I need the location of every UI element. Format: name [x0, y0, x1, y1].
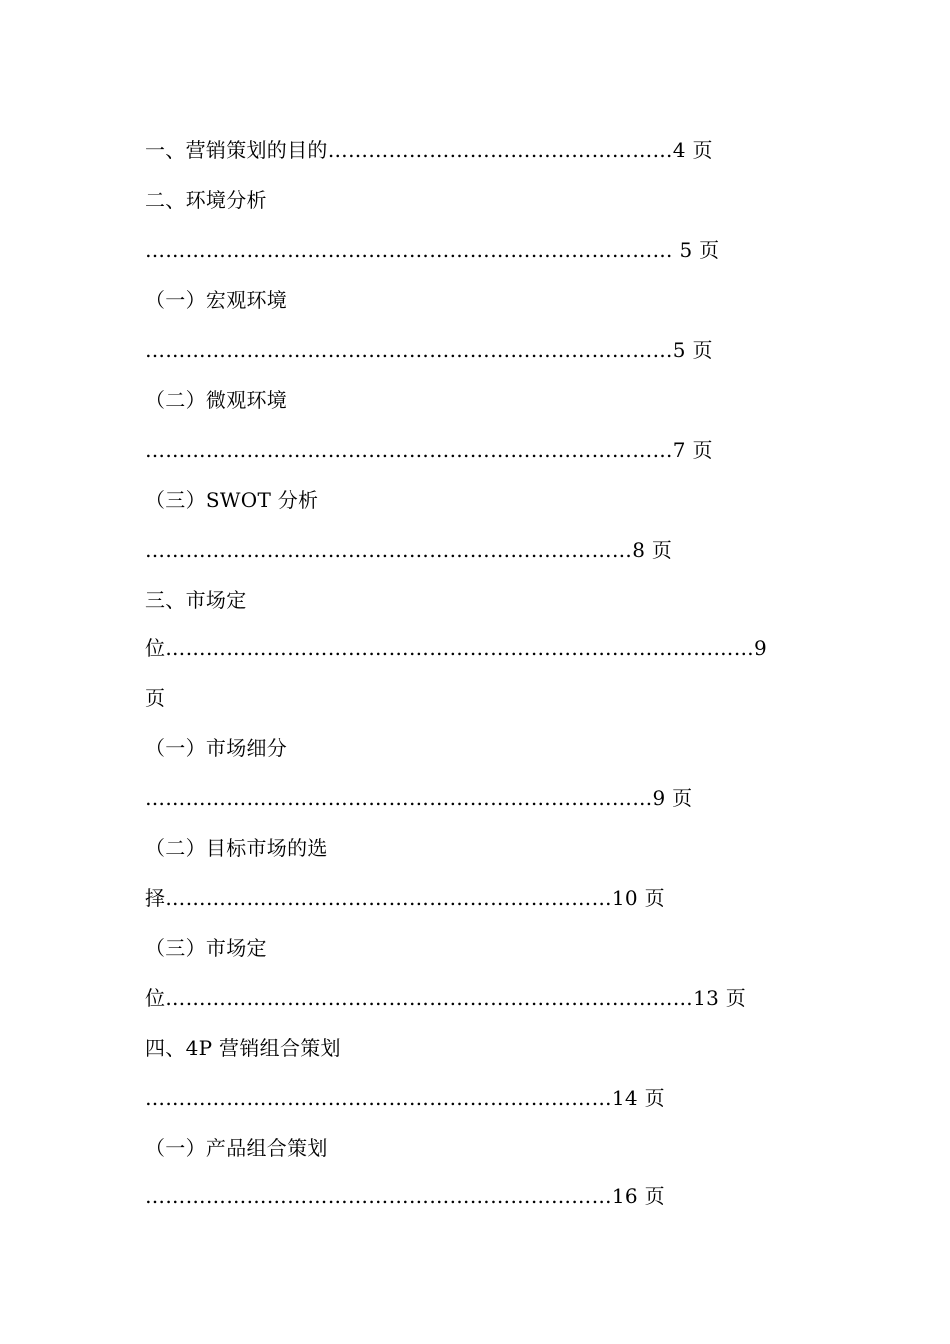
- toc-leader-market-positioning-sub: 位……………………………………………………………………13 页: [145, 986, 747, 1010]
- toc-entry-market-positioning-sub: （三）市场定: [145, 936, 267, 960]
- toc-entry-environment-analysis: 二、环境分析: [145, 188, 267, 212]
- toc-entry-market-positioning: 三、市场定: [145, 588, 247, 612]
- toc-leader-micro-environment: ……………………………………………………………………7 页: [145, 438, 713, 462]
- toc-leader-swot-analysis: ………………………………………………………………8 页: [145, 538, 673, 562]
- toc-page-label-market-positioning: 页: [145, 686, 166, 710]
- toc-leader-environment-analysis: …………………………………………………………………… 5 页: [145, 238, 720, 262]
- toc-leader-market-positioning: 位……………………………………………………………………………9: [145, 636, 768, 660]
- toc-entry-product-mix: （一）产品组合策划: [145, 1136, 328, 1160]
- toc-entry-4p-marketing-mix: 四、4P 营销组合策划: [145, 1036, 341, 1060]
- toc-entry-target-market-selection: （二）目标市场的选: [145, 836, 328, 860]
- toc-leader-macro-environment: ……………………………………………………………………5 页: [145, 338, 713, 362]
- toc-leader-product-mix: ……………………………………………………………16 页: [145, 1184, 665, 1208]
- toc-entry-micro-environment: （二）微观环境: [145, 388, 288, 412]
- toc-entry-marketing-purpose: 一、营销策划的目的……………………………………………4 页: [145, 138, 713, 162]
- toc-entry-swot-analysis: （三）SWOT 分析: [145, 488, 319, 512]
- toc-leader-target-market-selection: 择…………………………………………………………10 页: [145, 886, 665, 910]
- toc-leader-market-segmentation: …………………………………………………………………9 页: [145, 786, 693, 810]
- toc-entry-macro-environment: （一）宏观环境: [145, 288, 288, 312]
- toc-entry-market-segmentation: （一）市场细分: [145, 736, 288, 760]
- toc-leader-4p-marketing-mix: ……………………………………………………………14 页: [145, 1086, 665, 1110]
